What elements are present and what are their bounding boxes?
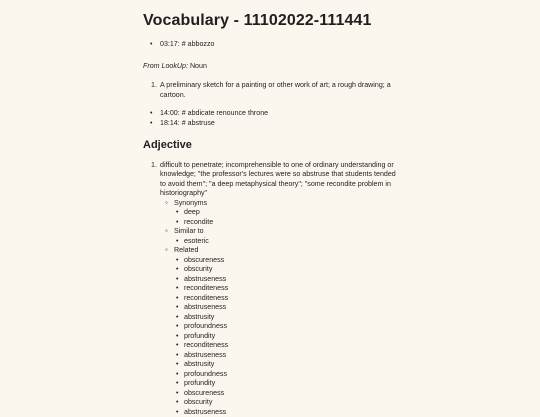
list-item: • recondite — [184, 218, 398, 228]
entry-list-1 — [143, 40, 398, 50]
entry-tag[interactable]: # abstruse — [182, 119, 215, 127]
synonyms-list — [174, 208, 398, 227]
sense-groups — [160, 199, 398, 417]
related-label: Related — [174, 246, 198, 254]
note-content — [143, 40, 398, 417]
list-item: • reconditeness — [184, 294, 398, 304]
list-item — [160, 40, 398, 50]
lookup-source: From LookUp: — [143, 62, 188, 70]
definition-text: A preliminary sketch for a painting or other work of art; a rough drawing; a cartoon. — [160, 81, 391, 99]
list-item: • profoundness — [184, 370, 398, 380]
list-item: • abstruseness — [184, 303, 398, 313]
sense-item — [160, 161, 398, 417]
definition-item — [160, 81, 398, 100]
related-list — [174, 256, 398, 417]
synonyms-group — [174, 199, 398, 228]
list-item: • obscurity — [184, 398, 398, 408]
list-item: • abstruseness — [184, 351, 398, 361]
list-item: • obscurity — [184, 265, 398, 275]
list-item: • esoteric — [184, 237, 398, 247]
similar-label: Similar to — [174, 227, 204, 235]
entry-time: 14:00: — [160, 109, 180, 117]
list-item: • obscureness — [184, 389, 398, 399]
definition-number: 1. — [151, 81, 157, 91]
list-item — [160, 109, 398, 119]
list-item: • reconditeness — [184, 284, 398, 294]
lookup-meta — [143, 62, 398, 72]
synonyms-label: Synonyms — [174, 199, 207, 207]
entry-tag[interactable]: # abbozzo — [182, 40, 215, 48]
list-item: • reconditeness — [184, 341, 398, 351]
list-item: • abstruseness — [184, 275, 398, 285]
sense-text: difficult to penetrate; incomprehensible to one of ordinary understanding or knowledge; "the professor's lectures were so abstruse that students tended to avoid them"; "a deep metaphysical theory"; "some recondite problem in historiography" — [160, 161, 398, 199]
entry-time: 03:17: — [160, 40, 180, 48]
list-item: • abstrusity — [184, 313, 398, 323]
sense-list — [143, 161, 398, 417]
definition-list-1 — [143, 81, 398, 100]
list-item: • profoundness — [184, 322, 398, 332]
list-item: • profundity — [184, 379, 398, 389]
list-item — [160, 119, 398, 129]
list-item: • deep — [184, 208, 398, 218]
related-group — [174, 246, 398, 417]
section-heading-adjective: Adjective — [143, 141, 398, 151]
similar-group — [174, 227, 398, 246]
list-item: • obscureness — [184, 256, 398, 266]
similar-list — [174, 237, 398, 247]
list-item: • abstrusity — [184, 360, 398, 370]
part-of-speech: Noun — [190, 62, 207, 70]
sense-number: 1. — [151, 161, 157, 171]
list-item: • abstruseness — [184, 408, 398, 417]
entry-tag[interactable]: # abdicate renounce throne — [182, 109, 268, 117]
list-item: • profundity — [184, 332, 398, 342]
entry-list-2 — [143, 109, 398, 128]
page-title: Vocabulary - 11102022-111441 — [143, 12, 371, 30]
entry-time: 18:14: — [160, 119, 180, 127]
